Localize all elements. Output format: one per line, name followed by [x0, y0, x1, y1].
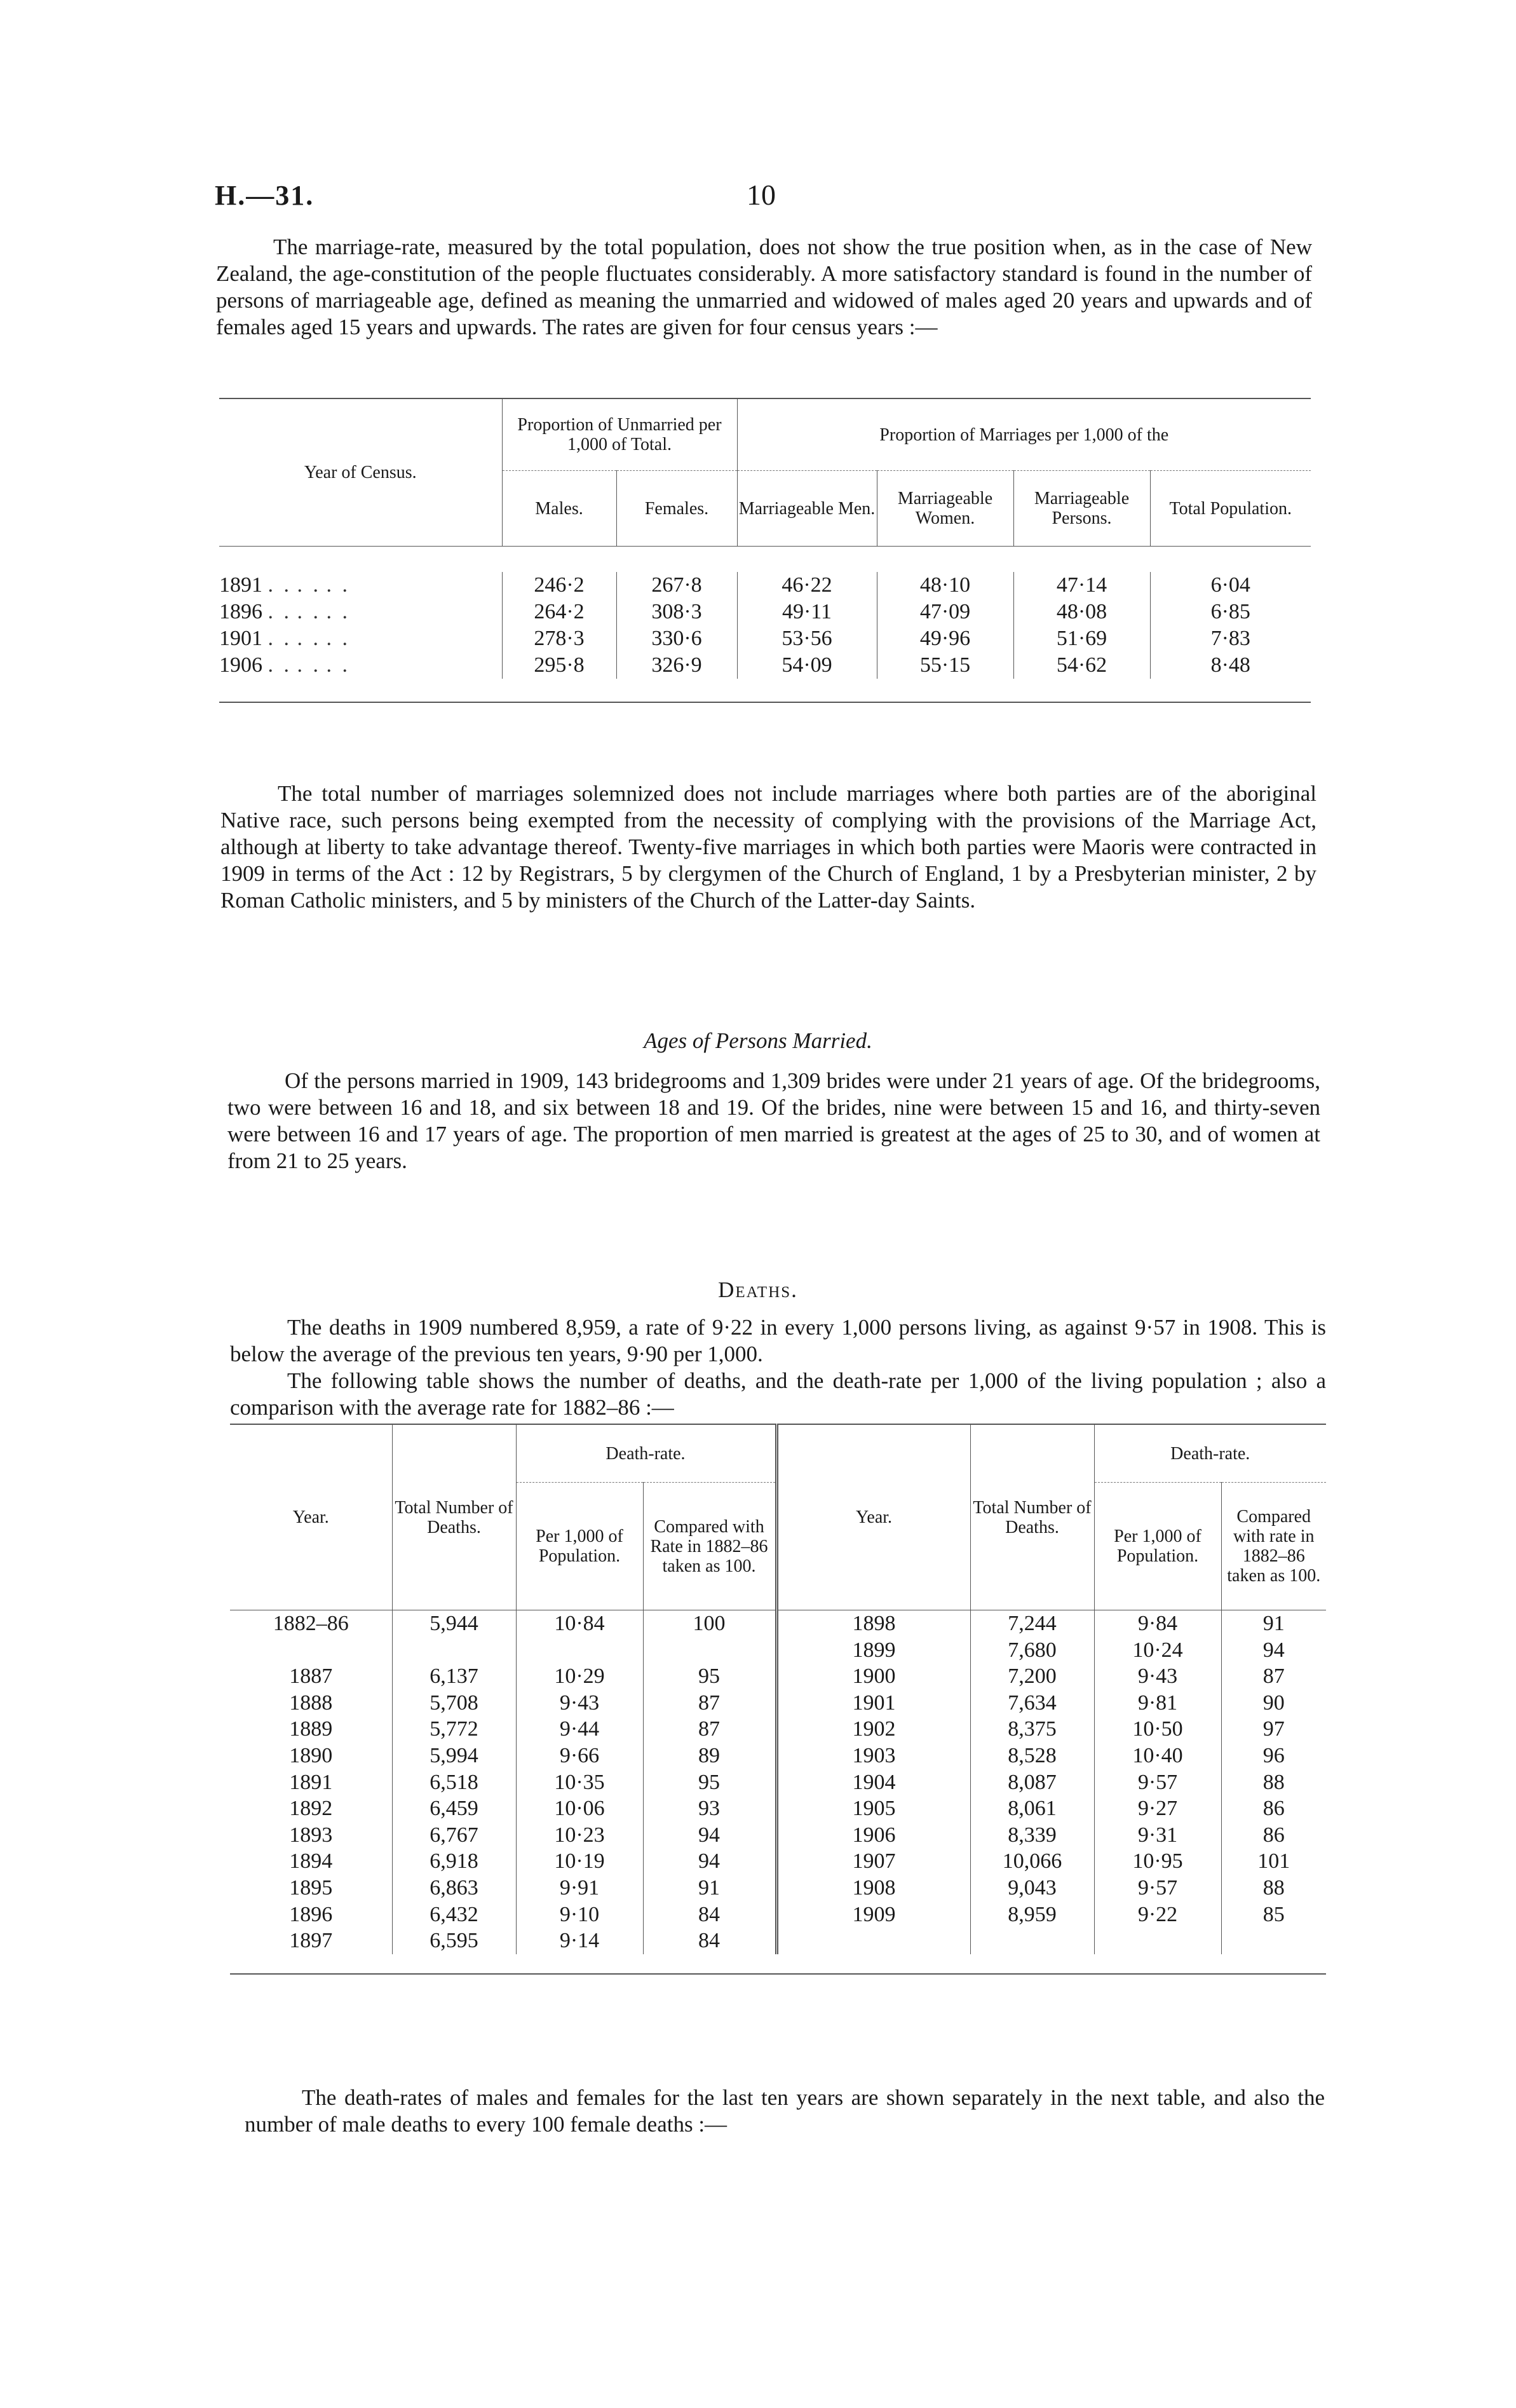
page-number: 10	[747, 179, 776, 211]
females-cell: 330·6	[616, 625, 737, 652]
compared-cell: 100	[643, 1610, 776, 1637]
year-cell: 1888	[289, 1690, 333, 1715]
compared-cell: 87	[643, 1690, 776, 1717]
men-cell: 53·56	[737, 625, 877, 652]
deaths-cell: 5,708	[392, 1690, 516, 1717]
compared-cell: 94	[643, 1848, 776, 1875]
women-cell: 55·15	[877, 652, 1013, 679]
deaths-cell: 8,375	[970, 1716, 1094, 1743]
rate-cell: 10·23	[516, 1822, 643, 1849]
rate-cell: 10·50	[1094, 1716, 1221, 1743]
rate-cell: 10·84	[516, 1610, 643, 1637]
deaths-cell: 8,528	[970, 1743, 1094, 1769]
rate-cell: 9·44	[516, 1716, 643, 1743]
compared-cell: 94	[643, 1822, 776, 1849]
total-cell: 6·04	[1150, 572, 1311, 599]
deaths-cell: 6,918	[392, 1848, 516, 1875]
table-row	[219, 572, 1311, 599]
rate-cell: 10·06	[516, 1795, 643, 1822]
leader-dots: . .	[326, 600, 350, 623]
men-cell: 46·22	[737, 572, 877, 599]
col-per-1000-left: Per 1,000 of Population.	[516, 1483, 643, 1610]
compared-cell: 87	[1221, 1663, 1326, 1690]
compared-cell: 86	[1221, 1822, 1326, 1849]
deaths-cell	[392, 1637, 516, 1664]
compared-cell: 87	[643, 1716, 776, 1743]
deaths-cell: 9,043	[970, 1875, 1094, 1901]
year-cell: 1892	[289, 1797, 333, 1821]
compared-cell: 88	[1221, 1769, 1326, 1796]
compared-cell: 97	[1221, 1716, 1326, 1743]
compared-cell: 93	[643, 1795, 776, 1822]
year-cell: 1901	[219, 627, 262, 650]
year-cell: 1893	[289, 1823, 333, 1847]
deaths-cell: 7,200	[970, 1663, 1094, 1690]
table-row	[230, 1769, 1326, 1796]
rate-cell: 9·57	[1094, 1769, 1221, 1796]
rate-cell	[516, 1637, 643, 1664]
compared-cell: 90	[1221, 1690, 1326, 1717]
year-cell: 1900	[776, 1663, 970, 1690]
rate-cell: 9·31	[1094, 1822, 1221, 1849]
compared-cell: 89	[643, 1743, 776, 1769]
rate-cell: 10·29	[516, 1663, 643, 1690]
deaths-cell: 10,066	[970, 1848, 1094, 1875]
compared-cell: 101	[1221, 1848, 1326, 1875]
men-cell: 49·11	[737, 599, 877, 625]
rate-cell: 10·95	[1094, 1848, 1221, 1875]
deaths-cell: 7,680	[970, 1637, 1094, 1664]
rate-cell: 9·43	[1094, 1663, 1221, 1690]
deaths-cell: 6,137	[392, 1663, 516, 1690]
males-cell: 246·2	[502, 572, 616, 599]
deaths-cell: 6,432	[392, 1901, 516, 1928]
females-cell: 308·3	[616, 599, 737, 625]
year-cell: 1895	[289, 1875, 333, 1900]
year-cell: 1896	[289, 1902, 333, 1926]
leader-dots: . .	[267, 627, 292, 650]
leader-dots: . .	[297, 600, 321, 623]
paragraph-deaths-1: The deaths in 1909 numbered 8,959, a rate of 9·22 in every 1,000 persons living, as against 9·57 in 1908. This is below the average of the previous ten years, 9·90 per 1,000.	[230, 1315, 1326, 1366]
table-row	[230, 1610, 1326, 1637]
rate-cell: 9·57	[1094, 1875, 1221, 1901]
compared-cell: 94	[1221, 1637, 1326, 1664]
death-table-body	[230, 1610, 1326, 1974]
leader-dots: . .	[297, 573, 321, 597]
deaths-cell	[970, 1928, 1094, 1954]
deaths-cell: 6,595	[392, 1928, 516, 1954]
table-row	[219, 625, 1311, 652]
heading-deaths: Deaths.	[718, 1277, 798, 1302]
rate-cell: 9·22	[1094, 1901, 1221, 1928]
year-cell: 1891	[219, 573, 262, 597]
compared-cell: 91	[1221, 1610, 1326, 1637]
compared-cell	[1221, 1928, 1326, 1954]
rate-cell: 9·91	[516, 1875, 643, 1901]
table-row	[230, 1875, 1326, 1901]
group-death-rate-right: Death-rate.	[1094, 1424, 1326, 1483]
rate-cell: 9·66	[516, 1743, 643, 1769]
document-code: H.—31.	[215, 180, 315, 211]
marriage-table-body	[219, 572, 1311, 702]
year-cell: 1901	[776, 1690, 970, 1717]
table-row	[230, 1848, 1326, 1875]
compared-cell: 85	[1221, 1901, 1326, 1928]
year-cell: 1897	[289, 1929, 333, 1953]
paragraph-closing: The death-rates of males and females for the last ten years are shown separately in the next table, and also the number of male deaths to every 100 female deaths :—	[245, 2085, 1325, 2137]
compared-cell: 84	[643, 1928, 776, 1954]
rate-cell: 9·84	[1094, 1610, 1221, 1637]
year-cell: 1896	[219, 600, 262, 623]
year-cell	[230, 1637, 392, 1664]
males-cell: 264·2	[502, 599, 616, 625]
col-compared-right: Compared with rate in 1882–86 taken as 100.	[1221, 1483, 1326, 1610]
col-year-left: Year.	[292, 1507, 329, 1527]
compared-cell: 86	[1221, 1795, 1326, 1822]
death-rate-table	[230, 1424, 1326, 1975]
col-year-right: Year.	[776, 1424, 970, 1610]
table-row	[230, 1901, 1326, 1928]
table-row	[230, 1637, 1326, 1664]
paragraph-native-marriages: The total number of marriages solemnized does not include marriages where both parties are of the aboriginal Native race, such persons being exempted from the necessity of complying with the provisions of the Marriage Act, although at liberty to take advantage thereof. Twenty-five marriages in which both parties were Maoris were contracted in 1909 in terms of the Act : 12 by Registrars, 5 by clergymen of the Church of England, 1 by a Presbyterian minister, 2 by Roman Catholic ministers, and 5 by ministers of the Church of the Latter-day Saints.	[220, 781, 1316, 913]
leader-dots: . .	[326, 653, 350, 677]
leader-dots: . .	[326, 573, 350, 597]
compared-cell: 95	[643, 1769, 776, 1796]
year-cell: 1899	[776, 1637, 970, 1664]
year-cell: 1898	[776, 1610, 970, 1637]
col-year-of-census: Year of Census.	[304, 463, 417, 482]
rate-cell: 10·40	[1094, 1743, 1221, 1769]
marriage-rate-table	[219, 398, 1311, 703]
year-cell: 1903	[776, 1743, 970, 1769]
compared-cell: 91	[643, 1875, 776, 1901]
col-per-1000-right: Per 1,000 of Population.	[1094, 1483, 1221, 1610]
year-cell: 1902	[776, 1716, 970, 1743]
heading-ages-of-persons-married: Ages of Persons Married.	[644, 1028, 872, 1053]
leader-dots: . .	[297, 627, 321, 650]
year-cell: 1882–86	[230, 1610, 392, 1637]
year-cell: 1906	[219, 653, 262, 677]
year-cell: 1906	[776, 1822, 970, 1849]
col-total-deaths-left: Total Number of Deaths.	[392, 1424, 516, 1610]
col-marriageable-men: Marriageable Men.	[737, 471, 877, 547]
deaths-cell: 8,087	[970, 1769, 1094, 1796]
leader-dots: . .	[326, 627, 350, 650]
table-row	[230, 1716, 1326, 1743]
leader-dots: . .	[297, 653, 321, 677]
compared-cell: 96	[1221, 1743, 1326, 1769]
col-marriageable-persons: Marriageable Persons.	[1013, 471, 1150, 547]
col-females: Females.	[616, 471, 737, 547]
col-compared-left: Compared with Rate in 1882–86 taken as 100.	[643, 1483, 776, 1610]
deaths-cell: 6,459	[392, 1795, 516, 1822]
table-row	[230, 1663, 1326, 1690]
compared-cell: 88	[1221, 1875, 1326, 1901]
rate-cell: 9·27	[1094, 1795, 1221, 1822]
total-cell: 6·85	[1150, 599, 1311, 625]
persons-cell: 51·69	[1013, 625, 1150, 652]
compared-cell: 95	[643, 1663, 776, 1690]
rate-cell: 10·19	[516, 1848, 643, 1875]
year-cell: 1890	[289, 1743, 333, 1767]
year-cell: 1887	[289, 1664, 333, 1689]
deaths-cell: 5,772	[392, 1716, 516, 1743]
year-cell: 1891	[289, 1770, 333, 1794]
table-row	[230, 1822, 1326, 1849]
year-cell: 1905	[776, 1795, 970, 1822]
women-cell: 49·96	[877, 625, 1013, 652]
women-cell: 48·10	[877, 572, 1013, 599]
paragraph-marriage-rate: The marriage-rate, measured by the total population, does not show the true position when, as in the case of New Zealand, the age-constitution of the people fluctuates considerably. A more satisfactory standard is found in the number of persons of marriageable age, defined as meaning the unmarried and widowed of males aged 20 years and upwards and of females aged 15 years and upwards. The rates are given for four census years :—	[216, 235, 1312, 339]
paragraph-deaths-2: The following table shows the number of deaths, and the death-rate per 1,000 of the living population ; also a comparison with the average rate for 1882–86 :—	[230, 1368, 1326, 1420]
group-death-rate-left: Death-rate.	[516, 1424, 776, 1483]
col-total-population: Total Population.	[1150, 471, 1311, 547]
females-cell: 326·9	[616, 652, 737, 679]
compared-cell	[643, 1637, 776, 1664]
year-cell	[776, 1928, 970, 1954]
males-cell: 278·3	[502, 625, 616, 652]
deaths-cell: 6,518	[392, 1769, 516, 1796]
col-total-deaths-right: Total Number of Deaths.	[970, 1424, 1094, 1610]
men-cell: 54·09	[737, 652, 877, 679]
table-row	[219, 652, 1311, 679]
group-unmarried: Proportion of Unmarried per 1,000 of Total.	[502, 398, 737, 471]
deaths-cell: 6,863	[392, 1875, 516, 1901]
deaths-cell: 8,959	[970, 1901, 1094, 1928]
year-cell: 1904	[776, 1769, 970, 1796]
rate-cell: 9·10	[516, 1901, 643, 1928]
deaths-cell: 8,061	[970, 1795, 1094, 1822]
rate-cell: 9·81	[1094, 1690, 1221, 1717]
paragraph-ages: Of the persons married in 1909, 143 bridegrooms and 1,309 brides were under 21 years of age. Of the bridegrooms, two were between 16 and 18, and six between 18 and 19. Of the brides, nine were between 15 and 16, and thirty-seven were between 16 and 17 years of age. The proportion of men married is greatest at the ages of 25 to 30, and of women at from 21 to 25 years.	[227, 1068, 1320, 1173]
year-cell: 1908	[776, 1875, 970, 1901]
col-marriageable-women: Marriageable Women.	[877, 471, 1013, 547]
year-cell: 1909	[776, 1901, 970, 1928]
rate-cell: 9·14	[516, 1928, 643, 1954]
group-marriages: Proportion of Marriages per 1,000 of the	[737, 398, 1311, 471]
col-males: Males.	[502, 471, 616, 547]
total-cell: 8·48	[1150, 652, 1311, 679]
persons-cell: 48·08	[1013, 599, 1150, 625]
table-row	[219, 599, 1311, 625]
table-row	[230, 1690, 1326, 1717]
leader-dots: . .	[267, 653, 292, 677]
leader-dots: . .	[267, 600, 292, 623]
rate-cell: 9·43	[516, 1690, 643, 1717]
year-cell: 1889	[289, 1717, 333, 1741]
table-row	[230, 1743, 1326, 1769]
compared-cell: 84	[643, 1901, 776, 1928]
total-cell: 7·83	[1150, 625, 1311, 652]
deaths-cell: 7,244	[970, 1610, 1094, 1637]
leader-dots: . .	[267, 573, 292, 597]
rate-cell	[1094, 1928, 1221, 1954]
deaths-cell: 8,339	[970, 1822, 1094, 1849]
rate-cell: 10·24	[1094, 1637, 1221, 1664]
women-cell: 47·09	[877, 599, 1013, 625]
deaths-cell: 5,944	[392, 1610, 516, 1637]
table-row	[230, 1928, 1326, 1954]
table-row	[230, 1795, 1326, 1822]
rate-cell: 10·35	[516, 1769, 643, 1796]
deaths-cell: 6,767	[392, 1822, 516, 1849]
persons-cell: 47·14	[1013, 572, 1150, 599]
year-cell: 1907	[776, 1848, 970, 1875]
year-cell: 1894	[289, 1849, 333, 1874]
deaths-cell: 7,634	[970, 1690, 1094, 1717]
deaths-cell: 5,994	[392, 1743, 516, 1769]
males-cell: 295·8	[502, 652, 616, 679]
females-cell: 267·8	[616, 572, 737, 599]
persons-cell: 54·62	[1013, 652, 1150, 679]
